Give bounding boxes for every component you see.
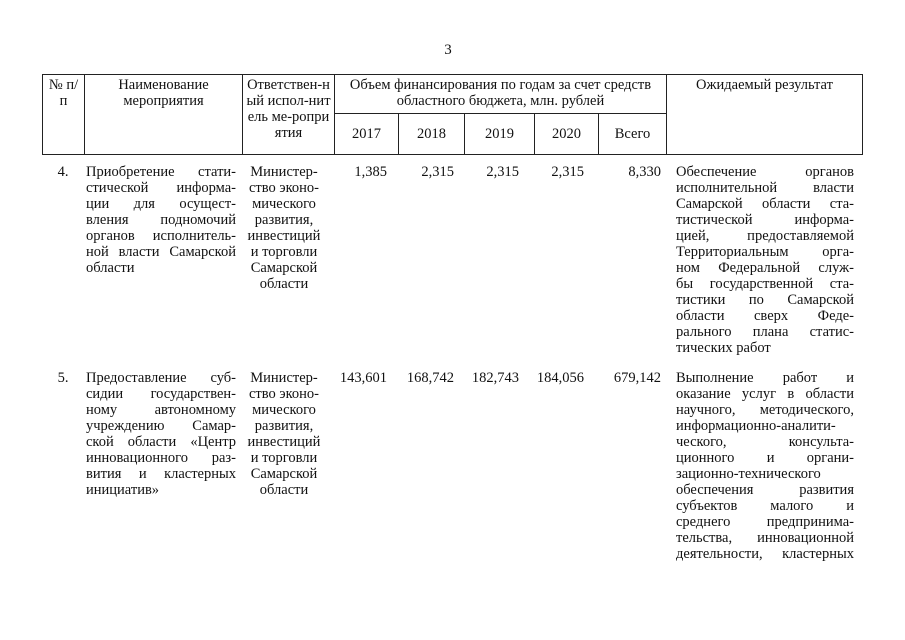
header-financing: Объем финансирования по годам за счет средств областного бюджета, млн. рублей <box>335 75 667 114</box>
text-line: стической информа- <box>86 180 236 196</box>
value-2020: 184,056 <box>536 370 584 386</box>
text-line: информационно-аналити- <box>676 418 836 434</box>
text-line: среднего предпринима- <box>676 514 854 530</box>
header-result: Ожидаемый результат <box>667 75 863 155</box>
text-line: и торговли <box>250 244 318 260</box>
text-line: Министер- <box>250 370 318 386</box>
text-line: развития, <box>254 418 314 434</box>
text-line: развития, <box>254 212 314 228</box>
text-line: Самарской <box>250 466 318 482</box>
text-line: инновационного раз- <box>86 450 236 466</box>
text-line: исполнительной власти <box>676 180 854 196</box>
text-line: ции для осущест- <box>86 196 236 212</box>
header-responsible: Ответствен-ный испол-нитель ме-роприятия <box>243 75 335 155</box>
value-2017: 143,601 <box>339 370 387 386</box>
value-2017: 1,385 <box>354 164 387 180</box>
header-year-2020: 2020 <box>535 114 599 155</box>
text-line: цией, предоставляемой <box>676 228 854 244</box>
header-name: Наименование мероприятия <box>85 75 243 155</box>
text-line: ческого, консульта- <box>676 434 854 450</box>
text-line: инициатив» <box>86 482 160 498</box>
row-name <box>86 370 236 498</box>
value-2019: 2,315 <box>486 164 519 180</box>
text-line: тических работ <box>676 340 771 356</box>
value-2020: 2,315 <box>551 164 584 180</box>
row-result <box>676 370 854 562</box>
text-line: сидии государствен- <box>86 386 236 402</box>
text-line: вления подномочий <box>86 212 236 228</box>
text-line: вития и кластерных <box>86 466 236 482</box>
text-line: тельства, инновационной <box>676 530 854 546</box>
value-total: 8,330 <box>628 164 661 180</box>
text-line: субъектов малого и <box>676 498 854 514</box>
row-name <box>86 164 236 276</box>
row-responsible <box>243 370 325 498</box>
text-line: Выполнение работ и <box>676 370 854 386</box>
text-line: инвестиций <box>247 434 321 450</box>
table-header <box>42 74 863 155</box>
row-responsible <box>243 164 325 292</box>
value-2019: 182,743 <box>471 370 519 386</box>
text-line: учреждению Самар- <box>86 418 236 434</box>
header-total: Всего <box>599 114 667 155</box>
header-year-2019: 2019 <box>465 114 535 155</box>
value-2018: 168,742 <box>406 370 454 386</box>
header-year-2017: 2017 <box>335 114 399 155</box>
text-line: Обеспечение органов <box>676 164 854 180</box>
text-line: рального плана статис- <box>676 324 854 340</box>
text-line: области <box>86 260 135 276</box>
text-line: органов исполнитель- <box>86 228 236 244</box>
header-num: № п/п <box>43 75 85 155</box>
text-line: Территориальным орга- <box>676 244 854 260</box>
page-number: 3 <box>444 42 452 58</box>
text-line: ство эконо- <box>248 386 319 402</box>
text-line: мического <box>252 402 316 418</box>
text-line: Приобретение стати- <box>86 164 236 180</box>
text-line: области <box>259 482 309 498</box>
text-line: Самарской <box>250 260 318 276</box>
text-line: Министер- <box>250 164 318 180</box>
text-line: ционного и органи- <box>676 450 854 466</box>
text-line: мического <box>252 196 316 212</box>
text-line: Предоставление суб- <box>86 370 236 386</box>
row-result <box>676 164 854 356</box>
text-line: и торговли <box>250 450 318 466</box>
text-line: ство эконо- <box>248 180 319 196</box>
text-line: оказание услуг в области <box>676 386 854 402</box>
value-2018: 2,315 <box>421 164 454 180</box>
text-line: тистической информа- <box>676 212 854 228</box>
text-line: деятельности, кластерных <box>676 546 854 562</box>
text-line: ской области «Центр <box>86 434 236 450</box>
row-number: 5. <box>57 370 69 386</box>
text-line: зационно-технического <box>676 466 821 482</box>
text-line: области сверх Феде- <box>676 308 854 324</box>
text-line: обеспечения развития <box>676 482 854 498</box>
value-total: 679,142 <box>613 370 661 386</box>
text-line: ной власти Самарской <box>86 244 236 260</box>
text-line: инвестиций <box>247 228 321 244</box>
text-line: Самарской области ста- <box>676 196 854 212</box>
text-line: тистики по Самарской <box>676 292 854 308</box>
row-number: 4. <box>57 164 69 180</box>
text-line: ном Федеральной служ- <box>676 260 854 276</box>
text-line: области <box>259 276 309 292</box>
text-line: бы государственной ста- <box>676 276 854 292</box>
text-line: научного, методического, <box>676 402 854 418</box>
header-year-2018: 2018 <box>399 114 465 155</box>
text-line: ному автономному <box>86 402 236 418</box>
